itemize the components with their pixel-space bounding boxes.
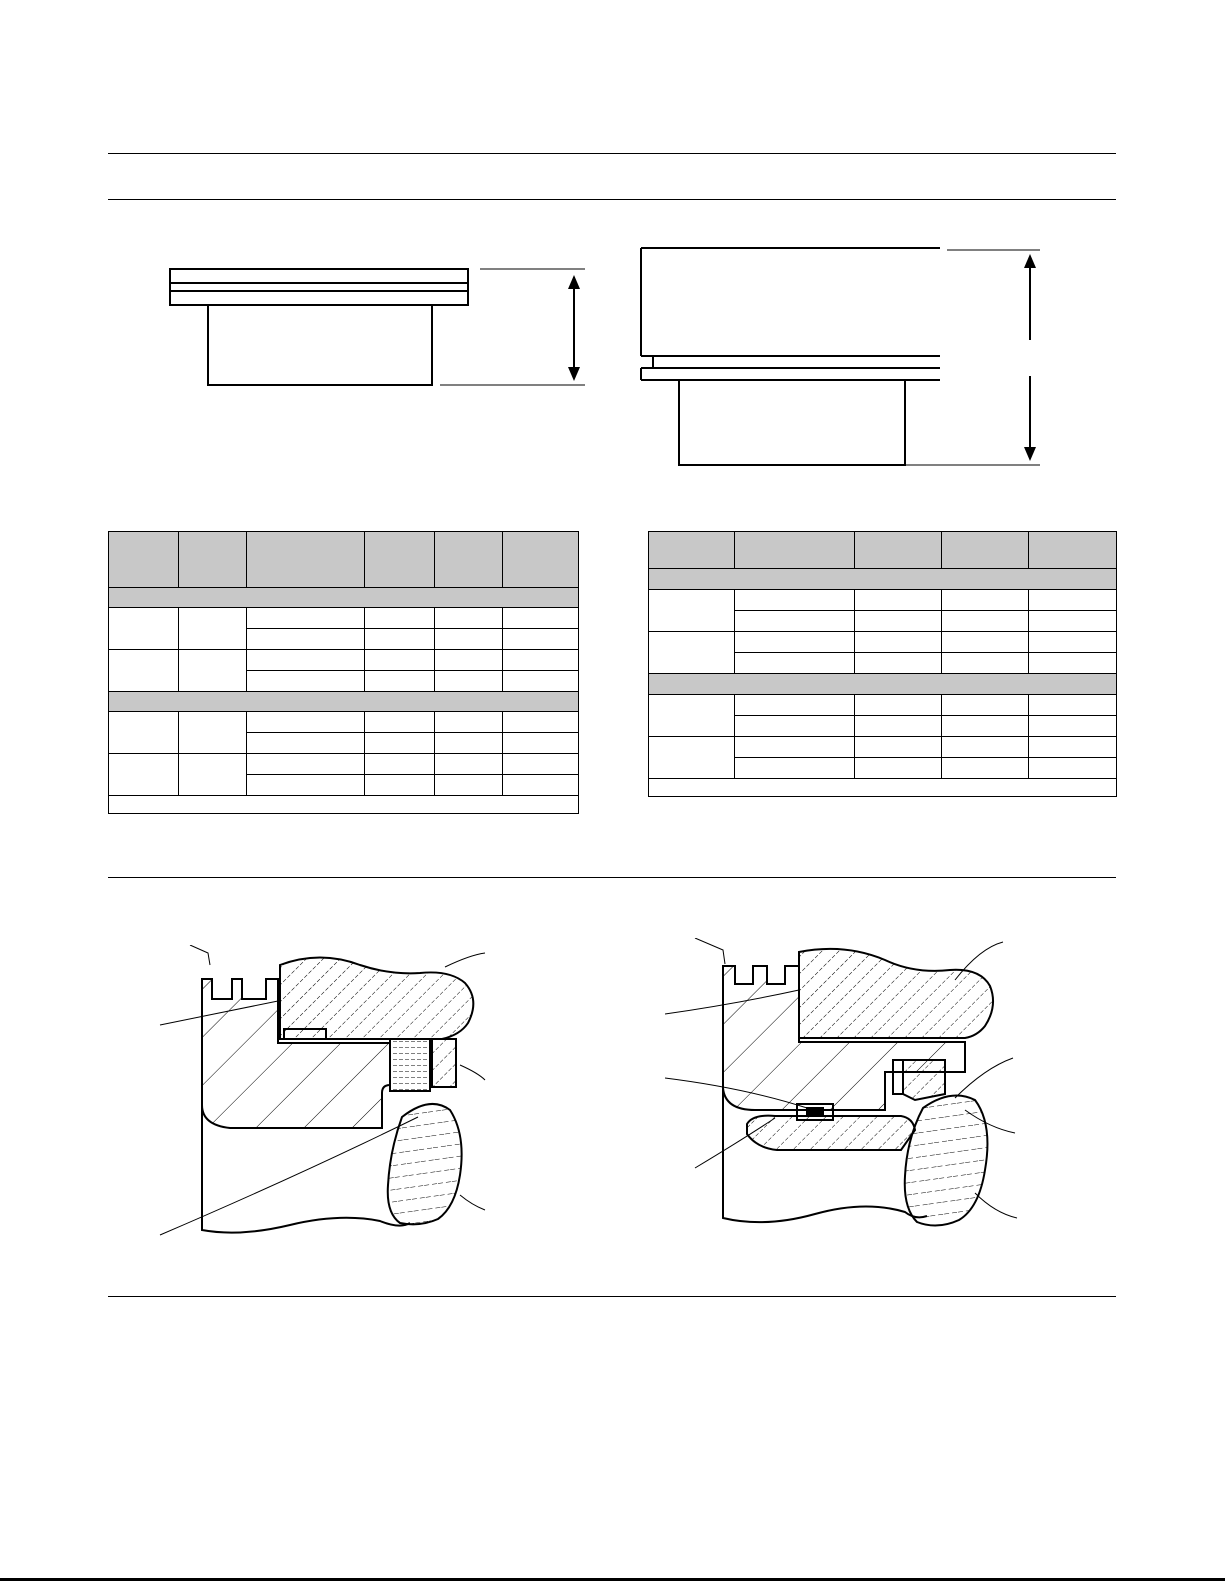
table-cell (942, 590, 1029, 611)
column-header (179, 532, 247, 588)
table-cell (649, 632, 735, 674)
table-header-row (649, 532, 1117, 569)
table-band (649, 569, 1117, 590)
table-cell (1029, 758, 1117, 779)
table-cell (942, 695, 1029, 716)
table-cell (247, 671, 365, 692)
table-cell (365, 754, 435, 775)
table-cell (247, 712, 365, 733)
table-band (109, 692, 579, 712)
header-rule (108, 199, 1116, 200)
band-label (109, 692, 579, 712)
table-cell (855, 737, 942, 758)
table-cell (365, 775, 435, 796)
upper-left-drawing (160, 255, 600, 405)
arrow-down-icon (568, 367, 580, 381)
flange-side-view-left (160, 255, 600, 405)
table-cell (735, 695, 855, 716)
table-cell (503, 754, 579, 775)
table-cell (247, 733, 365, 754)
page-bottom-border (0, 1578, 1225, 1581)
lower-left-section (150, 945, 510, 1250)
table-cell (179, 608, 247, 650)
table-cell (365, 629, 435, 650)
table-note (109, 796, 579, 814)
table-cell (1029, 695, 1117, 716)
table-cell (942, 758, 1029, 779)
band-label (649, 569, 1117, 590)
table-band (109, 588, 579, 608)
table-cell (503, 671, 579, 692)
table-cell (435, 650, 503, 671)
table-cell (855, 695, 942, 716)
table-row (649, 737, 1117, 758)
mid-rule (108, 877, 1116, 878)
table-cell (109, 608, 179, 650)
top-rule (108, 153, 1116, 154)
table-cell (1029, 611, 1117, 632)
table-cell (942, 653, 1029, 674)
table-row (109, 650, 579, 671)
table-cell (435, 671, 503, 692)
table-cell (109, 712, 179, 754)
table-cell (735, 716, 855, 737)
table-row (109, 754, 579, 775)
table-cell (503, 712, 579, 733)
arrow-up-icon (568, 275, 580, 289)
table-cell (735, 758, 855, 779)
arrow-down-icon (1024, 447, 1036, 461)
column-header (735, 532, 855, 569)
table-cell (365, 733, 435, 754)
spec-table-right (648, 531, 1117, 797)
table-cell (109, 650, 179, 692)
table-cell (365, 608, 435, 629)
table-cell (1029, 737, 1117, 758)
table-cell (503, 650, 579, 671)
table-cell (503, 775, 579, 796)
table-note (649, 779, 1117, 797)
column-header (1029, 532, 1117, 569)
table-cell (855, 611, 942, 632)
column-header (435, 532, 503, 588)
table-row (109, 712, 579, 733)
table-cell (435, 775, 503, 796)
table-cell (942, 737, 1029, 758)
table-row (109, 608, 579, 629)
table-cell (942, 611, 1029, 632)
table-cell (649, 695, 735, 737)
table-cell (855, 632, 942, 653)
table-header-row (109, 532, 579, 588)
cross-section-right (665, 938, 1045, 1253)
table-cell (855, 590, 942, 611)
table-cell (247, 650, 365, 671)
table-cell (435, 608, 503, 629)
table-cell (855, 758, 942, 779)
column-header (247, 532, 365, 588)
lower-right-section (665, 938, 1045, 1253)
table-row (649, 632, 1117, 653)
lower-rule (108, 1296, 1116, 1297)
upper-right-drawing (635, 238, 1065, 473)
column-header (109, 532, 179, 588)
table-cell (503, 733, 579, 754)
arrow-up-icon (1024, 254, 1036, 268)
column-header (503, 532, 579, 588)
spec-table-left (108, 531, 579, 814)
table-cell (179, 754, 247, 796)
column-header (365, 532, 435, 588)
table-cell (503, 629, 579, 650)
table-cell (735, 737, 855, 758)
table-cell (855, 653, 942, 674)
table-cell (435, 733, 503, 754)
table-cell (365, 712, 435, 733)
table-cell (435, 712, 503, 733)
table-cell (247, 754, 365, 775)
table-cell (1029, 590, 1117, 611)
table-cell (649, 590, 735, 632)
table-cell (503, 608, 579, 629)
table-band (649, 674, 1117, 695)
table-cell (649, 737, 735, 779)
table-cell (942, 716, 1029, 737)
column-header (855, 532, 942, 569)
table-cell (735, 632, 855, 653)
band-label (109, 588, 579, 608)
table-cell (179, 712, 247, 754)
table-cell (365, 650, 435, 671)
table-cell (1029, 653, 1117, 674)
table-cell (247, 629, 365, 650)
table-cell (247, 775, 365, 796)
band-label (649, 674, 1117, 695)
column-header (942, 532, 1029, 569)
table-cell (1029, 716, 1117, 737)
table-cell (735, 590, 855, 611)
table-cell (435, 754, 503, 775)
table-row (649, 590, 1117, 611)
column-header (649, 532, 735, 569)
flange-side-view-right (635, 238, 1065, 473)
table-cell (735, 611, 855, 632)
table-note-row (109, 796, 579, 814)
table-row (649, 695, 1117, 716)
cross-section-left (150, 945, 510, 1250)
table-cell (435, 629, 503, 650)
table-cell (179, 650, 247, 692)
table-cell (109, 754, 179, 796)
table-note-row (649, 779, 1117, 797)
table-cell (365, 671, 435, 692)
table-cell (735, 653, 855, 674)
table-cell (942, 632, 1029, 653)
table-cell (855, 716, 942, 737)
table-cell (247, 608, 365, 629)
table-cell (1029, 632, 1117, 653)
